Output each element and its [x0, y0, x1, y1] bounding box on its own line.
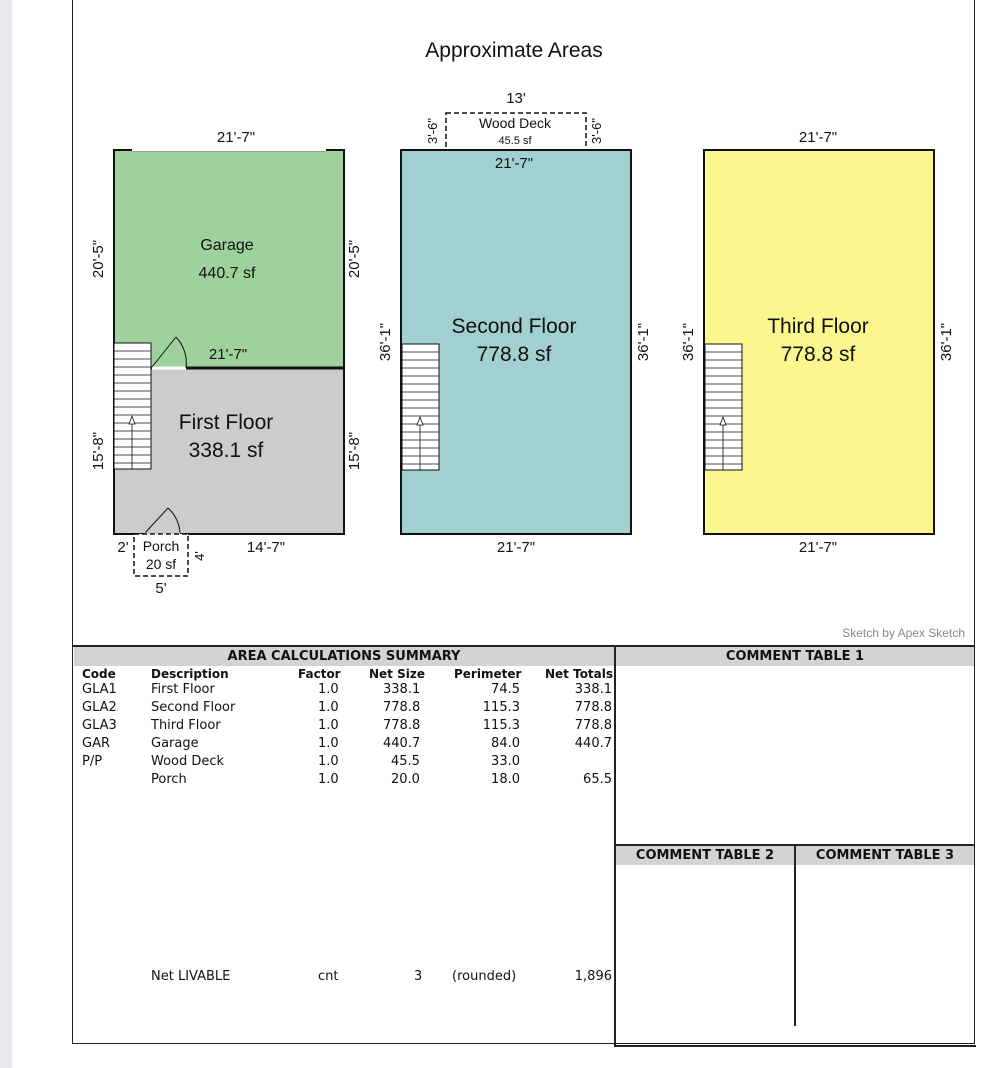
first-floor-area-label: 338.1 sf — [188, 439, 264, 462]
second-floor-dim-right: 36'-1" — [635, 322, 652, 362]
comment-divider — [794, 844, 796, 1026]
sketch-credit: Sketch by Apex Sketch — [842, 626, 965, 640]
second-floor-dim-top: 21'-7" — [494, 155, 534, 172]
second-floor-dim-bottom: 21'-7" — [496, 539, 536, 556]
row-net-size: 778.8 — [383, 718, 421, 733]
net-livable-label: Net LIVABLE — [151, 969, 231, 984]
wood-deck-label: Wood Deck — [478, 115, 552, 131]
row-net-total: 778.8 — [574, 700, 612, 715]
first-floor-dim-small: 2' — [117, 539, 129, 556]
second-floor-stairs — [402, 344, 439, 470]
second-floor-area-label: 778.8 sf — [476, 343, 552, 366]
row-description: First Floor — [151, 682, 215, 697]
first-floor-dim-left: 15'-8" — [90, 431, 107, 471]
row-code: P/P — [82, 754, 103, 769]
comment-table-1-header: COMMENT TABLE 1 — [616, 647, 974, 666]
net-livable-total: 1,896 — [574, 969, 612, 984]
row-factor: 1.0 — [318, 718, 339, 733]
second-floor-dim-left: 36'-1" — [377, 322, 394, 362]
second-floor-label: Second Floor — [451, 315, 577, 338]
row-net-size: 20.0 — [391, 772, 420, 787]
comment-table-3-header: COMMENT TABLE 3 — [796, 846, 974, 865]
row-perimeter: 18.0 — [491, 772, 520, 787]
row-code: GLA2 — [82, 700, 117, 715]
comment-bottom-rule — [614, 1045, 976, 1047]
row-perimeter: 84.0 — [491, 736, 520, 751]
garage-dim-top: 21'-7" — [216, 129, 256, 146]
row-perimeter: 115.3 — [482, 718, 520, 733]
row-net-total: 338.1 — [574, 682, 612, 697]
garage-area — [114, 150, 344, 368]
first-floor-dim-right: 15'-8" — [346, 431, 363, 471]
wood-deck-dim-right: 3'-6" — [589, 118, 604, 144]
third-floor-dim-top: 21'-7" — [798, 129, 838, 146]
row-net-size: 778.8 — [383, 700, 421, 715]
third-floor-area — [704, 150, 934, 534]
first-floor-dim-bottom: 14'-7" — [246, 539, 286, 556]
row-net-size: 45.5 — [391, 754, 420, 769]
porch-label: Porch — [142, 538, 180, 554]
second-floor-area — [401, 150, 631, 534]
third-floor-label: Third Floor — [767, 315, 869, 338]
wood-deck-area-label: 45.5 sf — [498, 135, 532, 147]
row-factor: 1.0 — [318, 754, 339, 769]
col-net-totals: Net Totals — [545, 667, 614, 681]
row-net-size: 338.1 — [383, 682, 421, 697]
row-perimeter: 33.0 — [491, 754, 520, 769]
col-description: Description — [151, 667, 229, 681]
garage-dim-right: 20'-5" — [346, 239, 363, 279]
row-description: Third Floor — [151, 718, 221, 733]
garage-dim-left: 20'-5" — [90, 239, 107, 279]
row-net-total: 65.5 — [583, 772, 612, 787]
col-perimeter: Perimeter — [454, 667, 522, 681]
third-floor-dim-right: 36'-1" — [938, 322, 955, 362]
row-description: Porch — [151, 772, 187, 787]
first-floor-label: First Floor — [178, 411, 274, 434]
row-factor: 1.0 — [318, 772, 339, 787]
third-floor-dim-bottom: 21'-7" — [798, 539, 838, 556]
third-floor-area-label: 778.8 sf — [780, 343, 856, 366]
row-description: Garage — [151, 736, 199, 751]
garage-area-label: 440.7 sf — [198, 265, 256, 282]
net-livable-count: 3 — [414, 969, 423, 984]
row-factor: 1.0 — [318, 700, 339, 715]
row-factor: 1.0 — [318, 682, 339, 697]
porch-dim-side: 4' — [192, 551, 207, 561]
row-perimeter: 74.5 — [491, 682, 520, 697]
garage-dim-bottom: 21'-7" — [208, 346, 248, 363]
row-code: GLA1 — [82, 682, 117, 697]
comment-table-2-header: COMMENT TABLE 2 — [616, 846, 794, 865]
first-floor-stairs — [114, 343, 151, 469]
row-net-size: 440.7 — [383, 736, 421, 751]
garage-label: Garage — [200, 237, 254, 254]
row-code: GAR — [82, 736, 110, 751]
col-factor: Factor — [298, 667, 341, 681]
summary-title: AREA CALCULATIONS SUMMARY — [74, 647, 614, 666]
col-net-size: Net Size — [369, 667, 425, 681]
third-floor-stairs — [705, 344, 742, 470]
wood-deck-dim-left: 3'-6" — [425, 118, 440, 144]
row-description: Wood Deck — [151, 754, 225, 769]
col-code: Code — [82, 667, 116, 681]
net-livable-cnt: cnt — [318, 969, 339, 984]
row-perimeter: 115.3 — [482, 700, 520, 715]
row-net-total: 778.8 — [574, 718, 612, 733]
row-net-total: 440.7 — [574, 736, 612, 751]
row-description: Second Floor — [151, 700, 236, 715]
porch-dim-bottom: 5' — [155, 580, 167, 597]
row-code: GLA3 — [82, 718, 117, 733]
porch-area-label: 20 sf — [145, 556, 177, 572]
sketch-title: Approximate Areas — [425, 39, 603, 62]
wood-deck-dim-top: 13' — [506, 90, 526, 107]
third-floor-dim-left: 36'-1" — [680, 322, 697, 362]
row-factor: 1.0 — [318, 736, 339, 751]
net-livable-rounded: (rounded) — [452, 969, 517, 984]
